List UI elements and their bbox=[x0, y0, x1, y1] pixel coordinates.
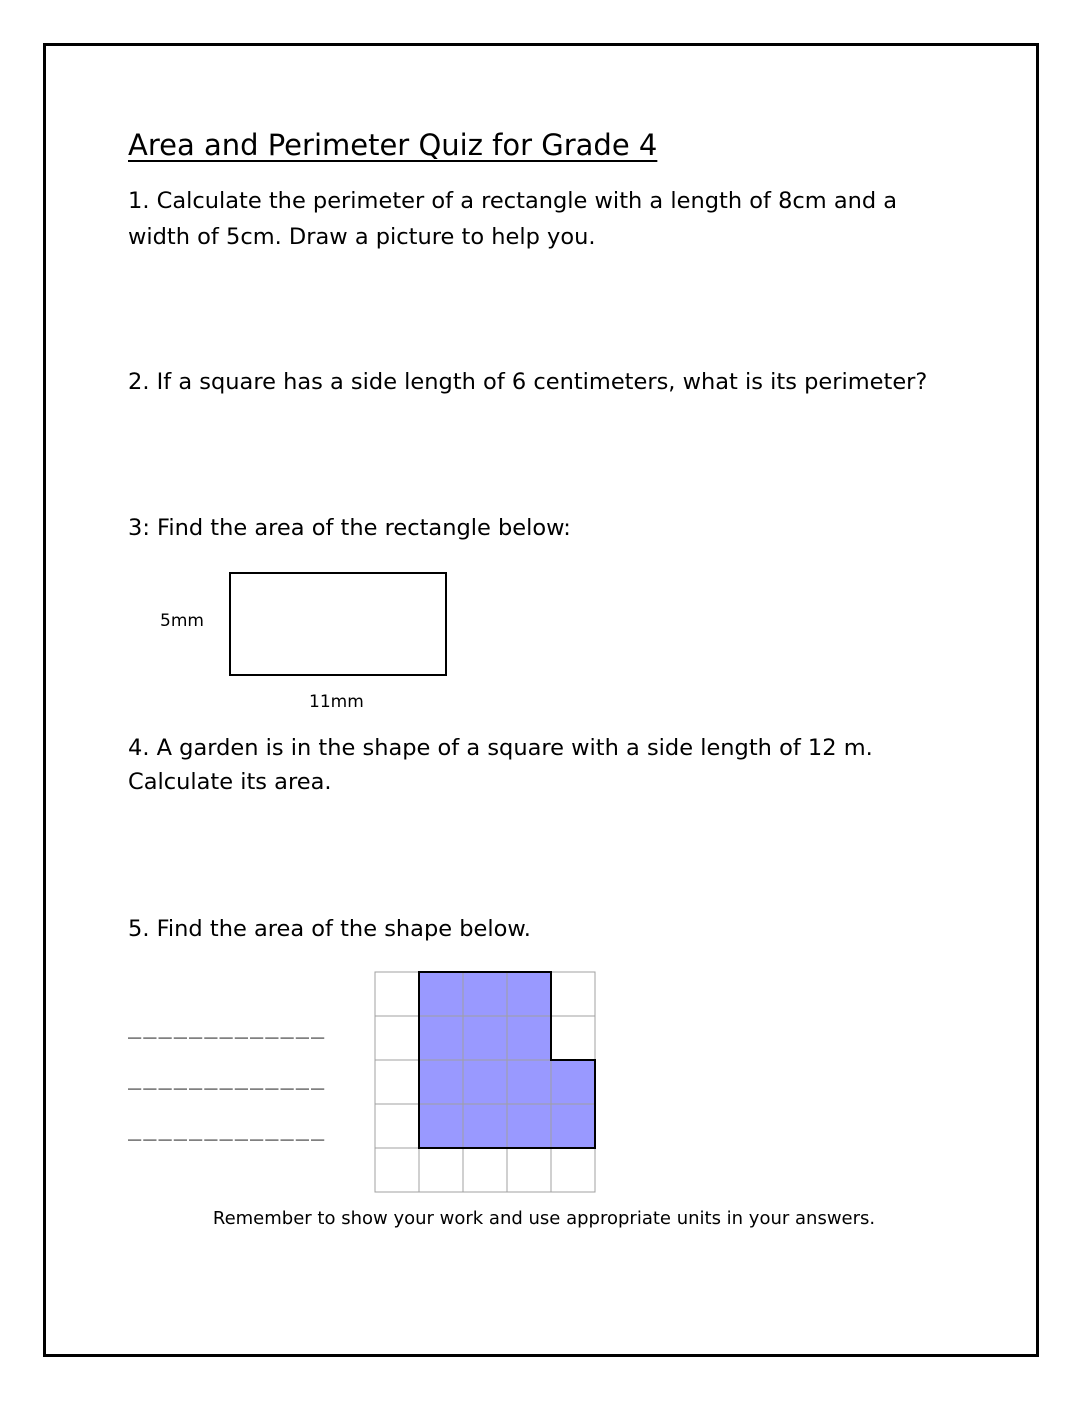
grid-cell bbox=[551, 972, 595, 1016]
grid-cell-filled bbox=[507, 1016, 551, 1060]
grid-cell-filled bbox=[551, 1060, 595, 1104]
area-grid bbox=[374, 971, 596, 1193]
question-3: 3: Find the area of the rectangle below: bbox=[128, 515, 571, 541]
reminder-text: Remember to show your work and use appropriate units in your answers. bbox=[212, 1208, 876, 1229]
grid-cell bbox=[463, 1148, 507, 1192]
answer-line-1[interactable]: _____________ bbox=[128, 1014, 327, 1039]
grid-cell bbox=[507, 1148, 551, 1192]
grid-cell bbox=[551, 1016, 595, 1060]
grid-cell bbox=[375, 1104, 419, 1148]
grid-cell bbox=[375, 1060, 419, 1104]
grid-cell-filled bbox=[507, 1104, 551, 1148]
grid-cell bbox=[419, 1148, 463, 1192]
grid-cell-filled bbox=[463, 1016, 507, 1060]
rectangle-diagram bbox=[229, 572, 447, 676]
page-title: Area and Perimeter Quiz for Grade 4 bbox=[128, 128, 658, 162]
question-4: 4. A garden is in the shape of a square with a side length of 12 m. Calculate its area. bbox=[128, 735, 873, 795]
grid-cell-filled bbox=[419, 972, 463, 1016]
grid-cell bbox=[375, 1016, 419, 1060]
grid-cell-filled bbox=[463, 1060, 507, 1104]
grid-cell-filled bbox=[507, 972, 551, 1016]
grid-cell-filled bbox=[507, 1060, 551, 1104]
grid-cell-filled bbox=[463, 972, 507, 1016]
grid-cell bbox=[375, 1148, 419, 1192]
question-2: 2. If a square has a side length of 6 centimeters, what is its perimeter? bbox=[128, 369, 928, 395]
grid-cell-filled bbox=[419, 1104, 463, 1148]
answer-line-3[interactable]: _____________ bbox=[128, 1116, 327, 1141]
answer-line-2[interactable]: _____________ bbox=[128, 1065, 327, 1090]
rectangle-width-label: 11mm bbox=[309, 692, 364, 712]
grid-cell bbox=[551, 1148, 595, 1192]
grid-cell-filled bbox=[419, 1060, 463, 1104]
rectangle-height-label: 5mm bbox=[160, 611, 204, 631]
grid-cell-filled bbox=[463, 1104, 507, 1148]
grid-cell-filled bbox=[551, 1104, 595, 1148]
question-1: 1. Calculate the perimeter of a rectangle with a length of 8cm and a width of 5cm. Draw a picture to help you. bbox=[128, 188, 898, 250]
grid-cell-filled bbox=[419, 1016, 463, 1060]
question-5: 5. Find the area of the shape below. bbox=[128, 916, 531, 942]
grid-cell bbox=[375, 972, 419, 1016]
